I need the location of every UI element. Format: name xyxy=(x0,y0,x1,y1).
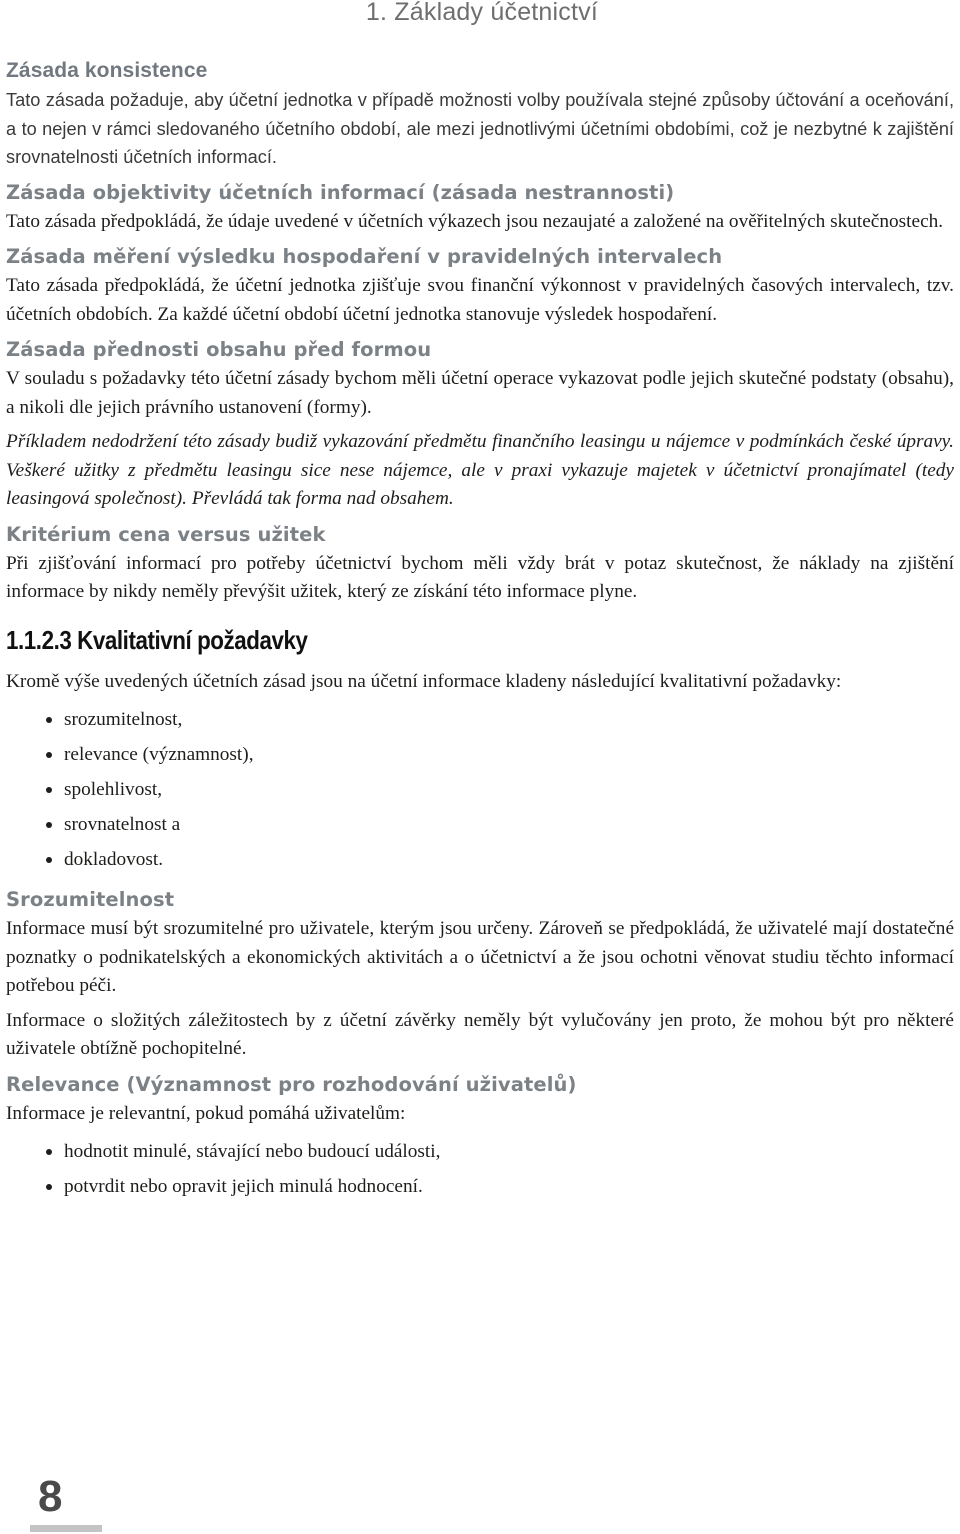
section-paragraph: Při zjišťování informací pro potřeby účetnictví bychom měli vždy brát v potaz skutečnost, že náklady na zjištění informace by nikdy neměly převýšit užitek, který ze získání této informace plyne. xyxy=(6,552,954,602)
section-periodicity xyxy=(6,242,954,329)
section-cost-benefit xyxy=(6,520,954,607)
section-heading: Zásada konsistence xyxy=(6,59,208,82)
list-item: relevance (významnost), xyxy=(6,737,954,772)
section-qualitative-requirements xyxy=(6,625,954,878)
bullet-icon xyxy=(46,857,52,863)
page-number-bar xyxy=(30,1525,102,1532)
section-paragraph: Informace musí být srozumitelné pro uživatele, kterým jsou určeny. Zároveň se předpokládá, že uživatelé mají dostatečné poznatky o podnikatelských a ekonomických aktivitách a o účetnictví a že jsou ochotni věnovat studiu těchto informací potřebou péči. xyxy=(6,918,954,996)
bullet-icon xyxy=(46,752,52,758)
section-paragraph: Tato zásada požaduje, aby účetní jednotka v případě možnosti volby používala stejné způsoby účtování a oceňování, a to nejen v rámci sledovaného účetního období, ale mezi jednotlivými účetními obdobími, což je nezbytné k zajištění srovnatelnosti účetních informací. xyxy=(6,90,954,167)
bullet-icon xyxy=(46,717,52,723)
bullet-icon xyxy=(46,787,52,793)
section-relevance xyxy=(6,1070,954,1205)
section-consistency xyxy=(6,56,954,172)
page-number: 8 xyxy=(38,1472,63,1521)
section-paragraph: V souladu s požadavky této účetní zásady bychom měli účetní operace vykazovat podle jejich skutečné podstaty (obsahu), a nikoli dle jejich právního ustanovení (formy). xyxy=(6,368,954,418)
section-understandability xyxy=(6,885,954,1064)
bullet-icon xyxy=(46,822,52,828)
subsection-title: 1.1.2.3 Kvalitativní požadavky xyxy=(6,624,308,655)
intro-paragraph: Kromě výše uvedených účetních zásad jsou na účetní informace kladeny následující kvalitativní požadavky: xyxy=(6,670,842,692)
section-paragraph: Informace o složitých záležitostech by z účetní závěrky neměly být vylučovány jen proto, že mohou být pro některé uživatele obtížně pochopitelné. xyxy=(6,1009,954,1059)
section-paragraph: Tato zásada předpokládá, že údaje uvedené v účetních výkazech jsou nezaujaté a založené na ověřitelných skutečnostech. xyxy=(6,210,944,232)
section-heading: Zásada měření výsledku hospodaření v pravidelných intervalech xyxy=(6,245,723,268)
list-item: dokladovost. xyxy=(6,842,954,877)
list-item: srozumitelnost, xyxy=(6,702,954,737)
list-item: potvrdit nebo opravit jejich minulá hodnocení. xyxy=(6,1169,954,1204)
section-heading: Zásada objektivity účetních informací (zásada nestrannosti) xyxy=(6,180,675,204)
section-substance xyxy=(6,335,954,514)
page-content xyxy=(6,56,954,1212)
example-paragraph: Příkladem nedodržení této zásady budiž vykazování předmětu finančního leasingu u nájemce v podmínkách české úpravy. Veškeré užitky z předmětu leasingu sice nese nájemce, ale v praxi vykazuje majetek v účetnictví pronajímatel (tedy leasingová společnost). Převládá tak forma nad obsahem. xyxy=(6,431,954,509)
list-item: srovnatelnost a xyxy=(6,807,954,842)
section-heading: Relevance (Významnost pro rozhodování uživatelů) xyxy=(6,1072,577,1096)
list-item: spolehlivost, xyxy=(6,772,954,807)
section-heading: Kritérium cena versus užitek xyxy=(6,522,326,546)
section-paragraph: Tato zásada předpokládá, že účetní jednotka zjišťuje svou finanční výkonnost v pravidelných časových intervalech, tzv. účetních obdobích. Za každé účetní období účetní jednotka stanovuje výsledek hospodaření. xyxy=(6,275,954,325)
running-header: 1. Základy účetnictví xyxy=(365,0,598,26)
list-item: hodnotit minulé, stávající nebo budoucí události, xyxy=(6,1134,954,1169)
section-heading: Zásada přednosti obsahu před formou xyxy=(6,338,432,361)
intro-paragraph: Informace je relevantní, pokud pomáhá uživatelům: xyxy=(6,1102,406,1124)
relevance-list xyxy=(6,1134,954,1204)
section-heading: Srozumitelnost xyxy=(6,888,175,911)
requirements-list xyxy=(6,702,954,877)
section-objectivity xyxy=(6,178,954,237)
bullet-icon xyxy=(46,1149,52,1155)
bullet-icon xyxy=(46,1184,52,1190)
